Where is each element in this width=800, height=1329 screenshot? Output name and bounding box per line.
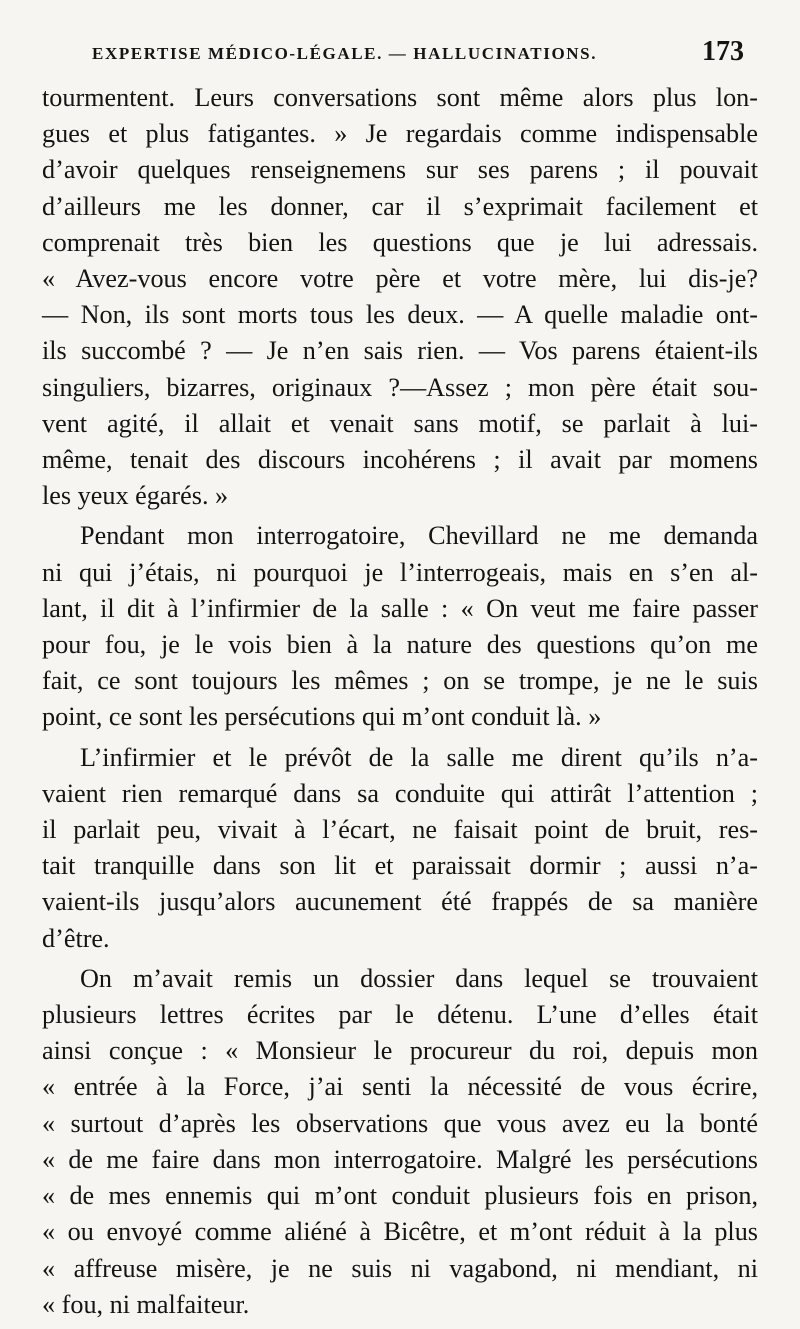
text-line: tourmentent. Leurs conversations sont même alors plus lon-: [42, 83, 758, 112]
text-line: gues et plus fatigantes. » Je regardais comme indispensable: [42, 119, 758, 149]
text-line: tait tranquille dans son lit et paraissait dormir ; aussi n’a-: [42, 851, 758, 881]
text-line: vaient rien remarqué dans sa conduite qui attirât l’attention ;: [42, 778, 758, 808]
paragraph: [42, 80, 758, 514]
text-line: « Avez-vous encore votre père et votre mère, lui dis-je?: [42, 264, 758, 294]
text-line: « surtout d’après les observations que vous avez eu la bonté: [42, 1108, 758, 1138]
text-line: « fou, ni malfaiteur.: [42, 1289, 250, 1319]
text-line: vent agité, il allait et venait sans motif, se parlait à lui-: [42, 408, 758, 438]
text-line: vaient-ils jusqu’alors aucunement été frappés de sa manière: [42, 887, 758, 917]
paragraph: [42, 740, 758, 957]
page-number: 173: [702, 36, 744, 67]
text-line: « affreuse misère, je ne suis ni vagabond, ni mendiant, ni: [42, 1253, 758, 1283]
text-line: L’infirmier et le prévôt de la salle me dirent qu’ils n’a-: [80, 742, 758, 772]
text-line: il parlait peu, vivait à l’écart, ne faisait point de bruit, res-: [42, 815, 758, 845]
text-line: d’ailleurs me les donner, car il s’exprimait facilement et: [42, 191, 758, 221]
text-line: « entrée à la Force, j’ai senti la nécessité de vous écrire,: [42, 1072, 758, 1102]
text-line: fait, ce sont toujours les mêmes ; on se trompe, je ne le suis: [42, 666, 758, 696]
text-line: ni qui j’étais, ni pourquoi je l’interrogeais, mais en s’en al-: [42, 557, 758, 587]
body-text: [42, 80, 758, 1323]
text-line: lant, il dit à l’infirmier de la salle : « On veut me faire passer: [42, 593, 758, 623]
text-line: On m’avait remis un dossier dans lequel se trouvaient: [80, 963, 758, 993]
text-line: plusieurs lettres écrites par le détenu. L’une d’elles était: [42, 1000, 758, 1030]
text-line: point, ce sont les persécutions qui m’ont conduit là. »: [42, 702, 602, 732]
text-line: ils succombé ? — Je n’en sais rien. — Vos parens étaient-ils: [42, 336, 758, 366]
text-line: ainsi conçue : « Monsieur le procureur du roi, depuis mon: [42, 1036, 758, 1066]
text-line: d’avoir quelques renseignemens sur ses parens ; il pouvait: [42, 155, 758, 185]
text-line: Pendant mon interrogatoire, Chevillard ne me demanda: [80, 521, 758, 551]
text-line: — Non, ils sont morts tous les deux. — A quelle maladie ont-: [42, 300, 758, 330]
text-line: singuliers, bizarres, originaux ?—Assez ; mon père était sou-: [42, 372, 758, 402]
text-line: d’être.: [42, 923, 110, 953]
running-title: EXPERTISE MÉDICO-LÉGALE. — HALLUCINATIONS.: [92, 44, 598, 63]
text-line: « de me faire dans mon interrogatoire. Malgré les persécutions: [42, 1144, 758, 1174]
text-line: « ou envoyé comme aliéné à Bicêtre, et m’ont réduit à la plus: [42, 1217, 758, 1247]
paragraph: [42, 518, 758, 735]
running-head: [42, 38, 758, 74]
text-line: les yeux égarés. »: [42, 481, 229, 511]
text-line: « de mes ennemis qui m’ont conduit plusieurs fois en prison,: [42, 1181, 758, 1211]
text-line: pour fou, je le vois bien à la nature des questions qu’on me: [42, 630, 758, 660]
paragraph: [42, 961, 758, 1323]
text-line: comprenait très bien les questions que je lui adressais.: [42, 227, 758, 257]
text-line: même, tenait des discours incohérens ; il avait par momens: [42, 445, 758, 475]
